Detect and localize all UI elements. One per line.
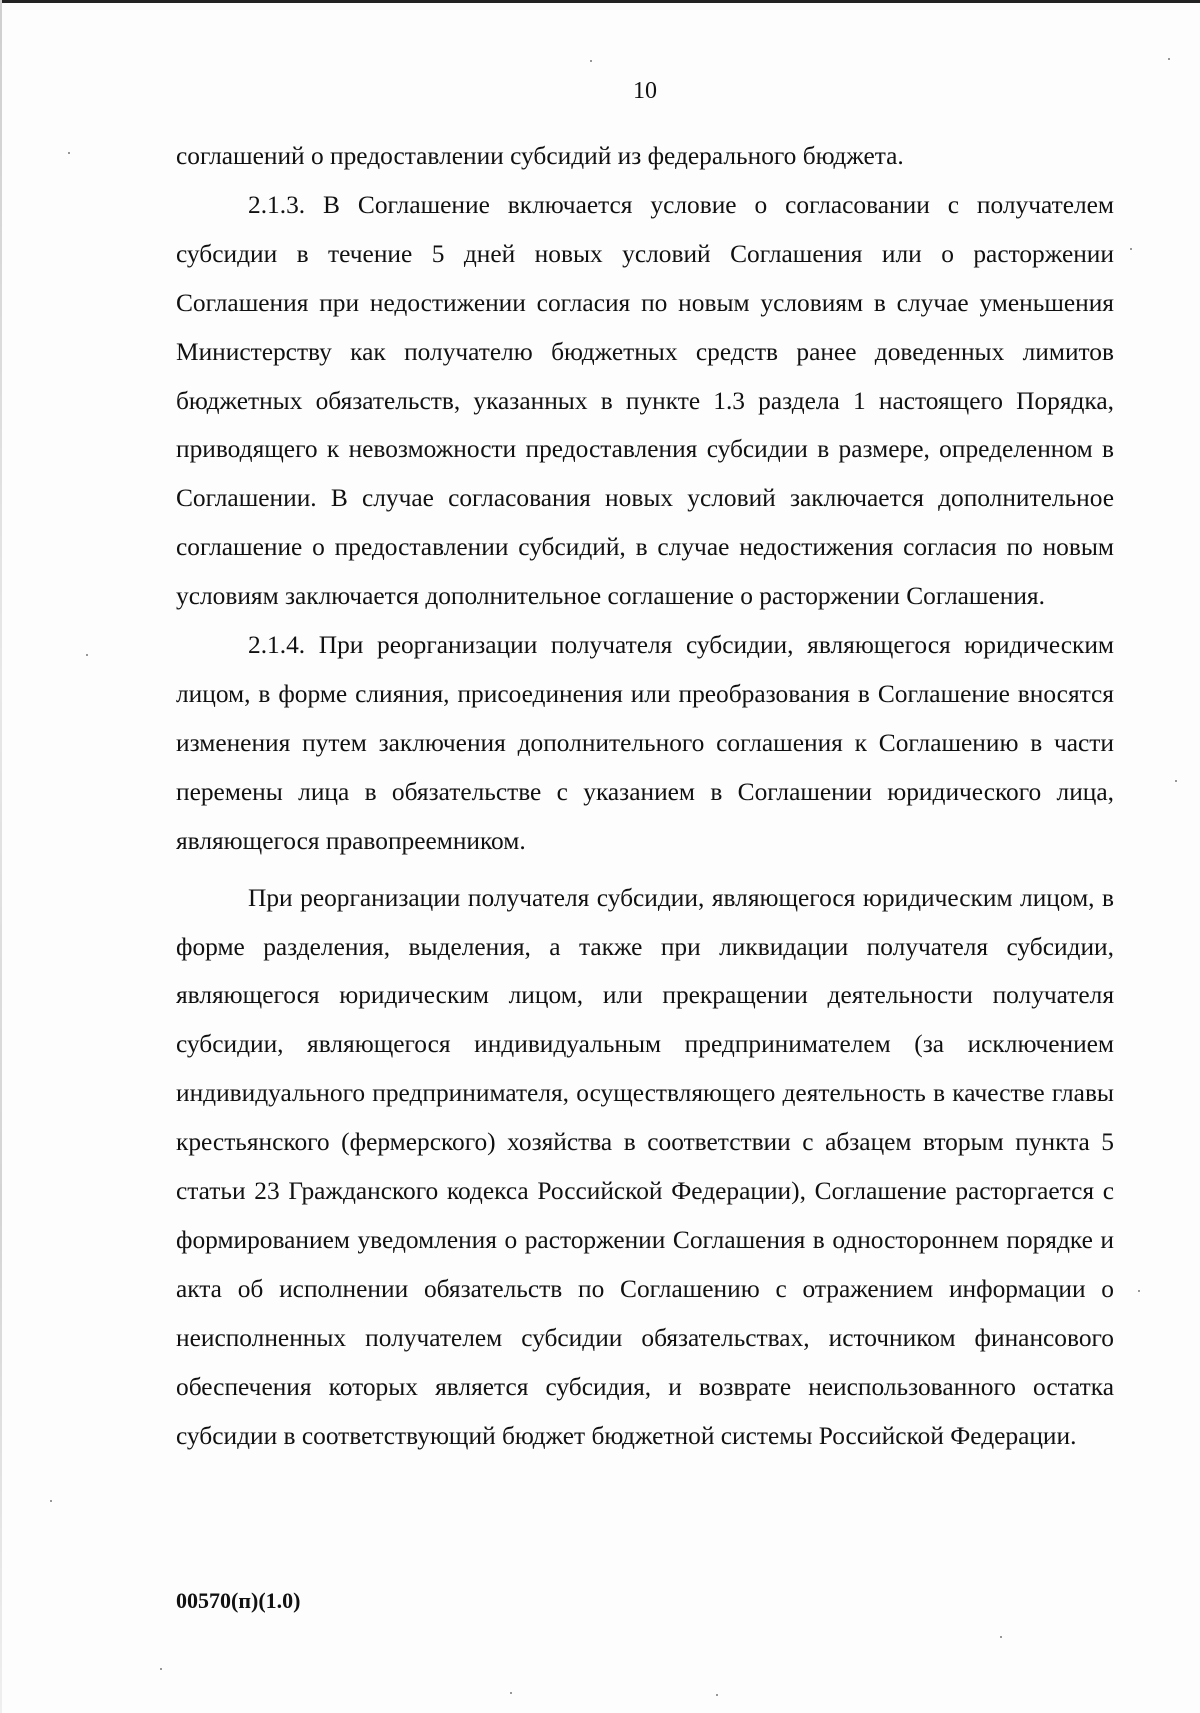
scan-speck bbox=[1138, 1290, 1140, 1292]
scan-speck bbox=[160, 1668, 162, 1670]
paragraph-2-1-4: 2.1.4. При реорганизации получателя субсидии, являющегося юридическим лицом, в форме слияния, присоединения или преобразования в Соглашение вносятся изменения путем заключения дополнительного соглашения к Соглашению в части перемены лица в обязательстве с указанием в Соглашении юридического лица, являющегося правопреемником. bbox=[176, 631, 1114, 855]
paragraph-reorganization: При реорганизации получателя субсидии, являющегося юридическим лицом, в форме разделения, выделения, а также при ликвидации получателя субсидии, являющегося юридическим лицом, или прекращении деятельности получателя субсидии, являющегося индивидуальным предпринимателем (за исключением индивидуального предпринимателя, осуществляющего деятельность в качестве главы крестьянского (фермерского) хозяйства в соответствии с абзацем вторым пункта 5 статьи 23 Гражданского кодекса Российской Федерации), Соглашение расторгается с формированием уведомления о расторжении Соглашения в одностороннем порядке и акта об исполнении обязательств по Соглашению с отражением информации о неисполненных получателем субсидии обязательствах, источником финансового обеспечения которых является субсидия, и возврате неиспользованного остатка субсидии в соответствующий бюджет бюджетной системы Российской Федерации. bbox=[176, 883, 1114, 1450]
top-scan-rule bbox=[0, 0, 1200, 3]
scan-speck bbox=[50, 1500, 52, 1502]
scan-speck bbox=[1000, 1636, 1002, 1638]
body-text bbox=[176, 132, 1114, 1460]
page-number: 10 bbox=[633, 78, 657, 104]
scan-speck bbox=[510, 1692, 512, 1694]
scan-speck bbox=[68, 152, 70, 154]
scan-speck bbox=[86, 654, 88, 656]
left-scan-edge bbox=[0, 0, 2, 1713]
scan-speck bbox=[716, 1694, 718, 1696]
scan-speck bbox=[1130, 248, 1132, 250]
continuation-paragraph: соглашений о предоставлении субсидий из федерального бюджета. bbox=[176, 142, 904, 170]
scan-speck bbox=[590, 60, 592, 62]
scan-speck bbox=[1175, 780, 1177, 782]
scan-speck bbox=[1168, 58, 1170, 60]
document-code: 00570(п)(1.0) bbox=[176, 1588, 301, 1613]
paragraph-2-1-3: 2.1.3. В Соглашение включается условие о согласовании с получателем субсидии в течение 5 дней новых условий Соглашения или о расторжении Соглашения при недостижении согласия по новым условиям в случае уменьшения Министерству как получателю бюджетных средств ранее доведенных лимитов бюджетных обязательств, указанных в пункте 1.3 раздела 1 настоящего Порядка, приводящего к невозможности предоставления субсидии в размере, определенном в Соглашении. В случае согласования новых условий заключается дополнительное соглашение о предоставлении субсидий, в случае недостижения согласия по новым условиям заключается дополнительное соглашение о расторжении Соглашения. bbox=[176, 190, 1114, 611]
